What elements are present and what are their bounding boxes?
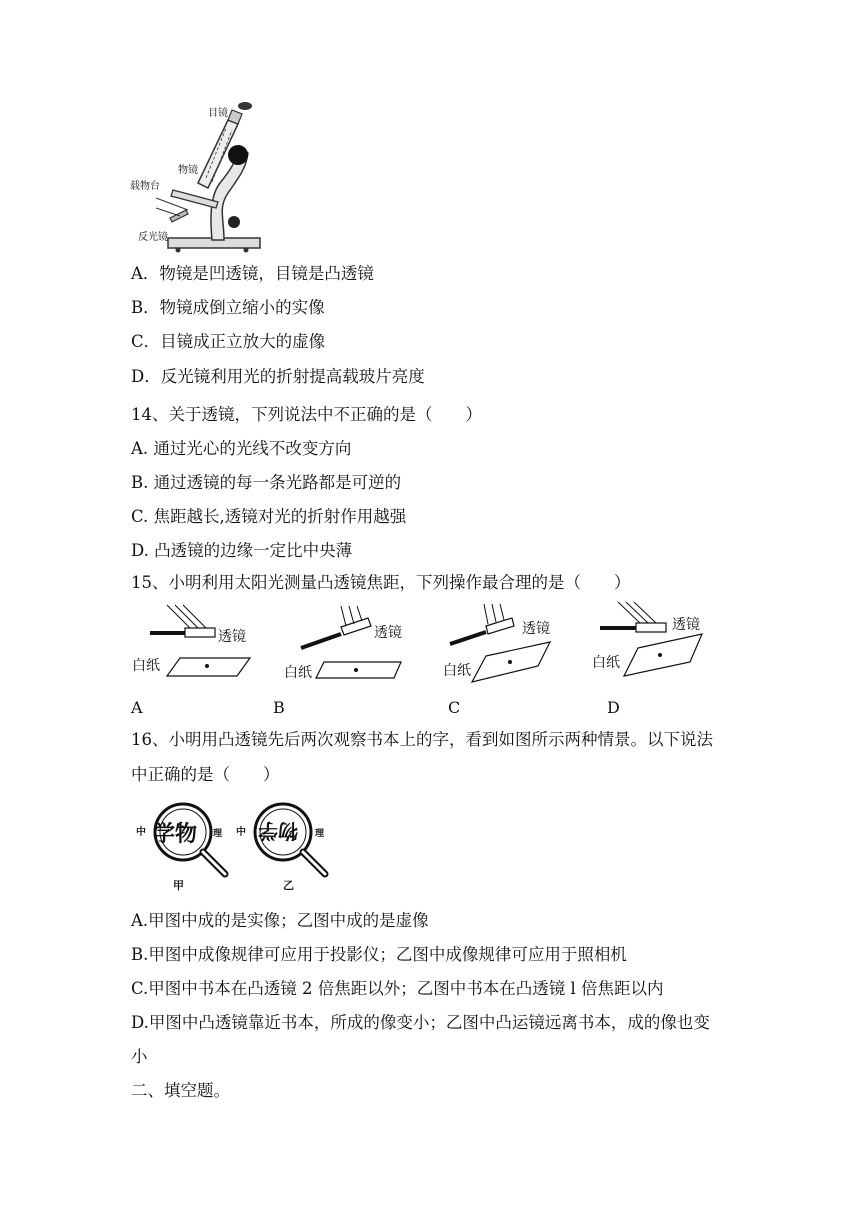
q15-a-lens-label: 透镜: [218, 629, 246, 645]
q15-choice-c: C: [448, 698, 461, 717]
q15-choice-b: B: [273, 698, 285, 717]
jia-right-char: 理: [213, 829, 223, 839]
q16-option-c: C.甲图中书本在凸透镜 2 倍焦距以外；乙图中书本在凸透镜 l 倍焦距以内: [131, 979, 664, 998]
q13-option-a: A．物镜是凹透镜，目镜是凸透镜: [131, 264, 374, 283]
q14-stem: 14、关于透镜，下列说法中不正确的是（ ）: [131, 405, 482, 424]
stage-label: 载物台: [130, 181, 160, 192]
q16-option-b: B.甲图中成像规律可应用于投影仪；乙图中成像规律可应用于照相机: [131, 945, 627, 964]
q16-option-d-cont: 小: [131, 1047, 148, 1066]
yi-inverted-text: 物学: [258, 819, 298, 843]
q14-option-d: D. 凸透镜的边缘一定比中央薄: [131, 541, 353, 560]
q15-c-paper-label: 白纸: [443, 663, 471, 679]
q16-stem-line2: 中正确的是（ ）: [131, 765, 280, 784]
jia-left-char: 中: [136, 827, 146, 838]
q15-a-paper-label: 白纸: [132, 658, 160, 674]
section-2-heading: 二、填空题。: [131, 1081, 230, 1100]
q15-choice-d: D: [607, 698, 620, 717]
q14-option-a: A. 通过光心的光线不改变方向: [131, 439, 352, 458]
q13-option-c: C．目镜成正立放大的虚像: [131, 332, 326, 351]
q16-stem-line1: 16、小明用凸透镜先后两次观察书本上的字，看到如图所示两种情景。以下说法: [131, 730, 713, 749]
q16-option-a: A.甲图中成的是实像；乙图中成的是虚像: [131, 911, 429, 930]
q15-b-lens-label: 透镜: [374, 625, 402, 641]
eyepiece-label: 目镜: [208, 108, 228, 119]
q16-option-d: D.甲图中凸透镜靠近书本，所成的像变小；乙图中凸运镜远离书本，成的像也变: [131, 1013, 710, 1032]
q15-b-paper-label: 白纸: [284, 665, 312, 681]
q13-option-d: D．反光镜利用光的折射提高载玻片亮度: [131, 367, 425, 386]
q15-choice-a: A: [131, 698, 143, 717]
q14-option-b: B. 通过透镜的每一条光路都是可逆的: [131, 473, 402, 492]
objective-label: 物镜: [178, 165, 198, 176]
yi-label: 乙: [283, 879, 294, 892]
yi-right-char: 理: [315, 829, 325, 839]
q15-c-lens-label: 透镜: [522, 621, 550, 637]
q15-d-paper-label: 白纸: [592, 655, 620, 671]
jia-magnified-text: 学物: [153, 822, 198, 847]
yi-left-char: 中: [236, 827, 246, 838]
q15-stem: 15、小明利用太阳光测量凸透镜焦距，下列操作最合理的是（ ）: [131, 573, 631, 592]
q13-option-b: B．物镜成倒立缩小的实像: [131, 298, 325, 317]
q15-d-lens-label: 透镜: [672, 617, 700, 633]
q14-option-c: C. 焦距越长,透镜对光的折射作用越强: [131, 507, 407, 526]
jia-label: 甲: [173, 879, 184, 892]
mirror-label: 反光镜: [138, 232, 168, 243]
